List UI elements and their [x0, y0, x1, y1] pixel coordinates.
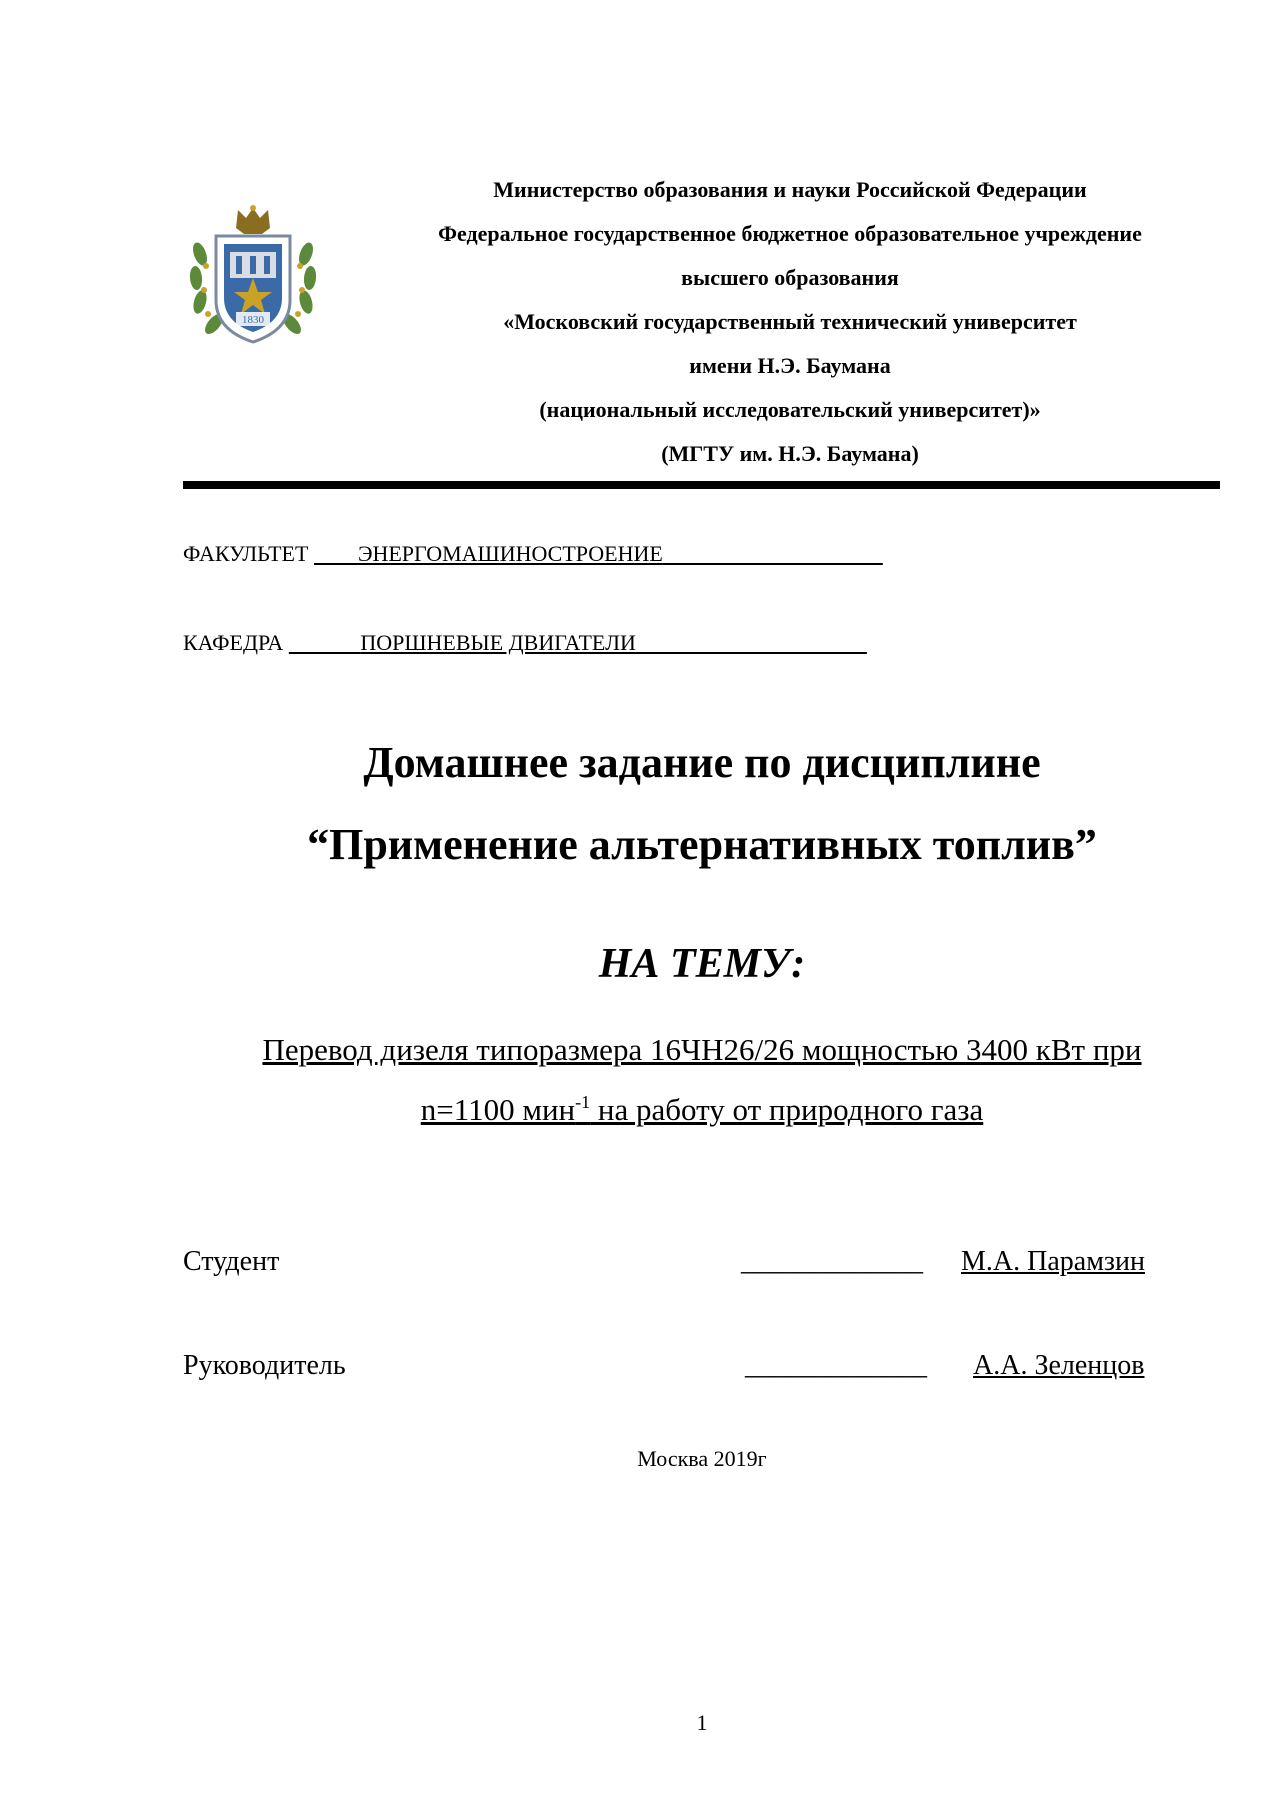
header-divider: [183, 481, 1220, 489]
city-year: Москва 2019г: [637, 1446, 767, 1471]
topic-line-2: n=1100 мин$^{-1}$ на работу от природного газа: [420, 1092, 984, 1127]
header-line-3: высшего образования: [681, 265, 899, 290]
faculty-value-line: [314, 541, 883, 566]
student-row: [183, 1246, 1183, 1286]
department-field: [183, 630, 867, 656]
title-line-1: Домашнее задание по дисциплине: [363, 738, 1041, 787]
institution-header: [340, 168, 1240, 476]
header-line-6: (национальный исследовательский университет)»: [539, 397, 1041, 422]
title-line-2: “Применение альтернативных топлив”: [307, 820, 1097, 869]
faculty-field: [183, 541, 883, 567]
topic-line-1: Перевод дизеля типоразмера 16ЧН26/26 мощностью 3400 кВт при: [262, 1032, 1142, 1067]
faculty-label: ФАКУЛЬТЕТ: [183, 541, 309, 566]
supervisor-label: Руководитель: [183, 1350, 346, 1381]
emblem-graphic: [186, 204, 320, 348]
page-number: 1: [696, 1710, 708, 1735]
university-emblem: [186, 204, 320, 348]
assignment-title: [0, 722, 1280, 886]
student-label: Студент: [183, 1246, 280, 1277]
header-line-2: Федеральное государственное бюджетное образовательное учреждение: [438, 221, 1142, 246]
supervisor-name: А.А. Зеленцов: [973, 1350, 1145, 1381]
header-line-4: «Московский государственный технический университет: [503, 309, 1077, 334]
topic-text: [0, 1020, 1280, 1140]
header-line-5: имени Н.Э. Баумана: [689, 353, 891, 378]
department-label: КАФЕДРА: [183, 630, 284, 655]
theme-heading: НА ТЕМУ:: [598, 941, 806, 987]
header-line-7: (МГТУ им. Н.Э. Баумана): [661, 441, 919, 466]
department-value: ПОРШНЕВЫЕ ДВИГАТЕЛИ: [360, 630, 636, 655]
supervisor-signature-blank: _____________: [745, 1350, 927, 1381]
supervisor-row: [183, 1350, 1183, 1390]
emblem-year: 1830: [242, 314, 264, 326]
header-line-1: Министерство образования и науки Российской Федерации: [493, 177, 1087, 202]
student-signature-blank: _____________: [741, 1246, 923, 1277]
student-name: М.А. Парамзин: [961, 1246, 1145, 1277]
faculty-value: ЭНЕРГОМАШИНОСТРОЕНИЕ: [357, 541, 663, 566]
department-value-line: [289, 630, 867, 655]
topic-superscript: -1: [575, 1092, 591, 1112]
